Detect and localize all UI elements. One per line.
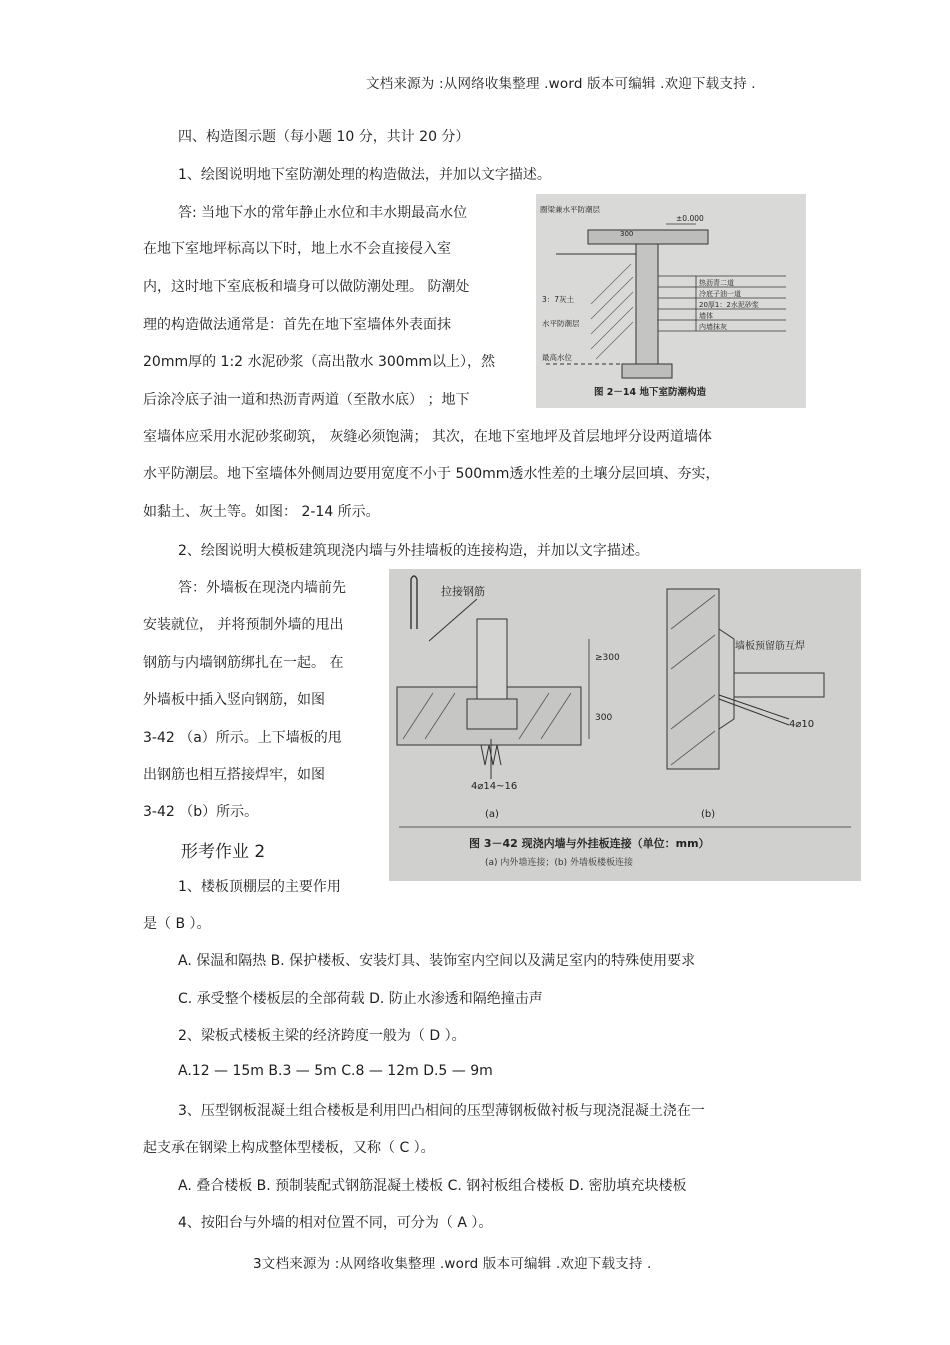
homework-title: 形考作业 2 <box>181 842 266 862</box>
q2-answer-line: 3-42 （b）所示。 <box>143 804 259 820</box>
fig2-label: 拉接钢筋 <box>441 585 485 598</box>
q1-answer-line: 室墙体应采用水泥砂浆砌筑， 灰缝必须饱满； 其次，在地下室地坪及首层地坪分设两道墙体 <box>143 429 712 445</box>
q1-answer-line: 内，这时地下室底板和墙身可以做防潮处理。 防潮处 <box>143 279 470 295</box>
fig1-caption: 图 2－14 地下室防潮构造 <box>594 387 706 398</box>
q1-answer-line: 如黏土、灰土等。如图： 2-14 所示。 <box>143 504 380 520</box>
fig1-label: 热沥青二道 <box>699 279 734 287</box>
q2-answer-line: 3-42 （a）所示。上下墙板的甩 <box>143 730 342 746</box>
q1-answer-line: 后涂冷底子油一道和热沥青两道（至散水底） ；地下 <box>143 392 470 408</box>
fig2-label: 4⌀10 <box>789 719 815 730</box>
fig2-sublabel: (b) <box>701 809 716 820</box>
fig1-label: 冷底子油一道 <box>699 290 741 298</box>
q1-answer-line: 水平防潮层。地下室墙体外侧周边要用宽度不小于 500mm透水性差的土壤分层回填、夯实， <box>143 466 720 482</box>
fig1-label: 水平防潮层 <box>542 319 580 328</box>
mc-options: C. 承受整个楼板层的全部荷载 D. 防止水渗透和隔绝撞击声 <box>178 991 543 1007</box>
q1-answer-line: 在地下室地坪标高以下时，地上水不会直接侵入室 <box>143 241 451 257</box>
section-title: 四、构造图示题（每小题 10 分，共计 20 分） <box>178 129 470 145</box>
mc-question-1-cont: 是（ B ）。 <box>143 916 211 932</box>
fig1-label: 3：7灰土 <box>542 295 575 304</box>
mc-question-4: 4、按阳台与外墙的相对位置不同，可分为（ A ）。 <box>178 1215 493 1231</box>
q2-answer-line: 外墙板中插入竖向钢筋，如图 <box>143 692 325 708</box>
q1-answer-line: 答: 当地下水的常年静止水位和丰水期最高水位 <box>178 205 468 221</box>
fig2-sublabel: (a) <box>485 809 499 820</box>
fig2-caption: 图 3－42 现浇内墙与外挂板连接（单位：mm） <box>469 837 710 850</box>
mc-question-1: 1、楼板顶棚层的主要作用 <box>178 879 341 895</box>
mc-options: A. 叠合楼板 B. 预制装配式钢筋混凝土楼板 C. 钢衬板组合楼板 D. 密肋填充块楼板 <box>178 1178 687 1194</box>
figure-2-14 <box>536 194 806 408</box>
q2-answer-line: 钢筋与内墙钢筋绑扎在一起。 在 <box>143 655 344 671</box>
fig2-subcaption: (a) 内外墙连接；(b) 外墙板楼板连接 <box>485 858 633 868</box>
q1-answer-line: 理的构造做法通常是：首先在地下室墙体外表面抹 <box>143 317 451 333</box>
fig1-label: 圈梁兼水平防潮层 <box>540 205 600 214</box>
fig1-label: 20厚1：2水泥砂浆 <box>699 301 759 309</box>
mc-question-3: 3、压型钢板混凝土组合楼板是利用凹凸相间的压型薄钢板做衬板与现浇混凝土浇在一 <box>178 1103 705 1119</box>
q1-answer-line: 20mm厚的 1:2 水泥砂浆（高出散水 300mm以上），然 <box>143 354 495 370</box>
figure-3-42 <box>389 569 861 881</box>
fig1-label: 内墙抹灰 <box>699 323 727 331</box>
q2-answer-line: 出钢筋也相互搭接焊牢，如图 <box>143 767 325 783</box>
q2-answer-line: 答：外墙板在现浇内墙前先 <box>178 580 346 596</box>
fig2-label: ≥300 <box>595 653 620 663</box>
question-1: 1、绘图说明地下室防潮处理的构造做法，并加以文字描述。 <box>178 167 551 183</box>
mc-options: A.12 — 15m B.3 — 5m C.8 — 12m D.5 — 9m <box>178 1063 493 1079</box>
page-header: 文档来源为 :从网络收集整理 .word 版本可编辑 .欢迎下载支持 . <box>366 76 756 92</box>
mc-question-3-cont: 起支承在钢梁上构成整体型楼板，又称（ C ）。 <box>143 1140 435 1156</box>
fig2-label: 4⌀14~16 <box>471 781 518 792</box>
fig1-label: 最高水位 <box>542 353 572 362</box>
mc-options: A. 保温和隔热 B. 保护楼板、安装灯具、装饰室内空间以及满足室内的特殊使用要求 <box>178 953 696 969</box>
fig1-label: 300 <box>620 230 634 238</box>
question-2: 2、绘图说明大模板建筑现浇内墙与外挂墙板的连接构造，并加以文字描述。 <box>178 543 649 559</box>
fig1-label: ±0.000 <box>676 214 704 223</box>
fig2-label: 墙板预留筋互焊 <box>735 641 805 652</box>
mc-question-2: 2、梁板式楼板主梁的经济跨度一般为（ D ）。 <box>178 1028 466 1044</box>
fig2-label: 300 <box>595 713 613 723</box>
fig1-label: 墙体 <box>699 312 713 320</box>
page-footer: 3文档来源为 :从网络收集整理 .word 版本可编辑 .欢迎下载支持 . <box>253 1256 652 1272</box>
q2-answer-line: 安装就位， 并将预制外墙的甩出 <box>143 617 344 633</box>
